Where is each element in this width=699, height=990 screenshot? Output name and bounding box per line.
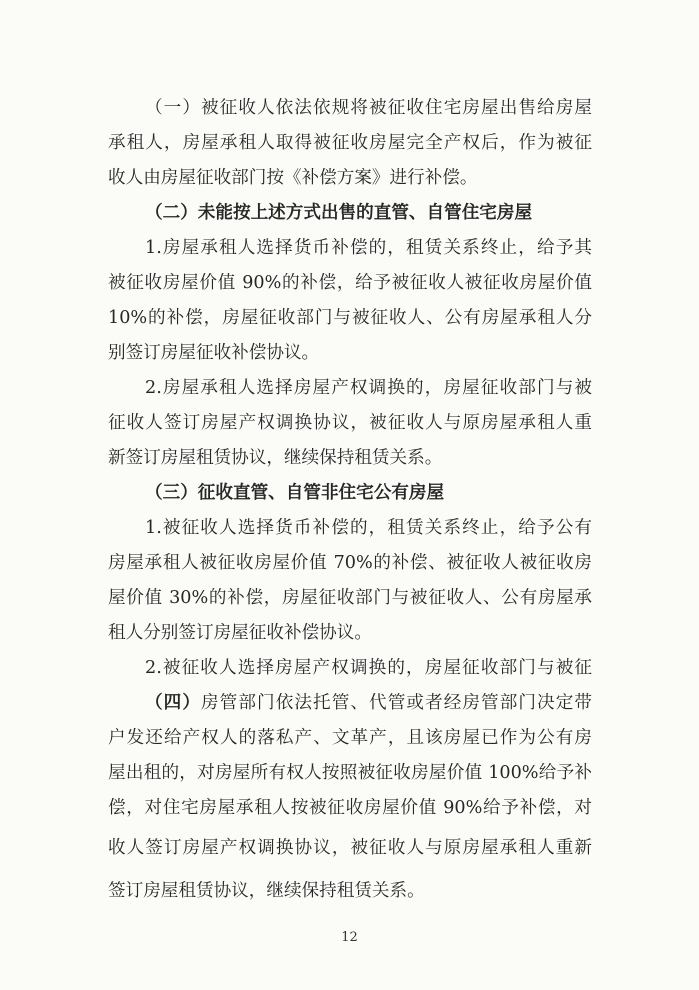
- paragraph-4-lead: （四）: [145, 692, 202, 713]
- paragraph-3-1-line-1: 1.被征收人选择货币补偿的，租赁关系终止，给予公有: [145, 518, 592, 538]
- paragraph-3-1-line-4: 租人分别签订房屋征收补偿协议。: [108, 623, 372, 643]
- paragraph-2-1-line-2: 被征收房屋价值 90%的补偿，给予被征收人被征收房屋价值: [108, 273, 592, 293]
- section-heading-3: （三）征收直管、自管非住宅公有房屋: [145, 482, 445, 503]
- section-heading-2: （二）未能按上述方式出售的直管、自管住宅房屋: [145, 202, 533, 223]
- paragraph-3-1-line-3: 屋价值 30%的补偿，房屋征收部门与被征收人、公有房屋承: [108, 588, 592, 608]
- paragraph-4-line-4: 偿，对住宅房屋承租人按被征收房屋价值 90%给予补偿，对: [108, 798, 592, 818]
- paragraph-2-1-line-1: 1.房屋承租人选择货币补偿的，租赁关系终止，给予其: [145, 238, 592, 258]
- paragraph-2-2-line-3: 新签订房屋租赁协议，继续保持租赁关系。: [108, 448, 443, 468]
- paragraph-1-line-1: （一）被征收人依法依规将被征收住宅房屋出售给房屋: [145, 98, 592, 118]
- paragraph-3-1-line-2: 房屋承租人被征收房屋价值 70%的补偿、被征收人被征收房: [108, 553, 592, 573]
- paragraph-2-2-line-1: 2.房屋承租人选择房屋产权调换的，房屋征收部门与被: [145, 378, 592, 398]
- paragraph-4-line-3: 屋出租的，对房屋所有权人按照被征收房屋价值 100%给予补: [108, 763, 592, 783]
- paragraph-3-2-line-1: 2.被征收人选择房屋产权调换的，房屋征收部门与被征: [145, 658, 592, 678]
- page-number: 12: [341, 930, 358, 945]
- paragraph-3-2-line-3: 签订房屋租赁协议，继续保持租赁关系。: [108, 881, 425, 901]
- paragraph-2-1-line-3: 10%的补偿，房屋征收部门与被征收人、公有房屋承租人分: [108, 308, 592, 328]
- paragraph-2-2-line-2: 征收人签订房屋产权调换协议，被征收人与原房屋承租人重: [108, 413, 592, 433]
- paragraph-1-line-2: 承租人，房屋承租人取得被征收房屋完全产权后，作为被征: [108, 133, 592, 153]
- paragraph-3-2-line-2: 收人签订房屋产权调换协议，被征收人与原房屋承租人重新: [108, 838, 592, 858]
- paragraph-4-line-2: 户发还给产权人的落私产、文革产，且该房屋已作为公有房: [108, 728, 592, 748]
- paragraph-1-line-3: 收人由房屋征收部门按《补偿方案》进行补偿。: [108, 168, 478, 188]
- paragraph-4-line-1-text: 房管部门依法托管、代管或者经房管部门决定带: [201, 693, 592, 713]
- paragraph-2-1-line-4: 别签订房屋征收补偿协议。: [108, 343, 320, 363]
